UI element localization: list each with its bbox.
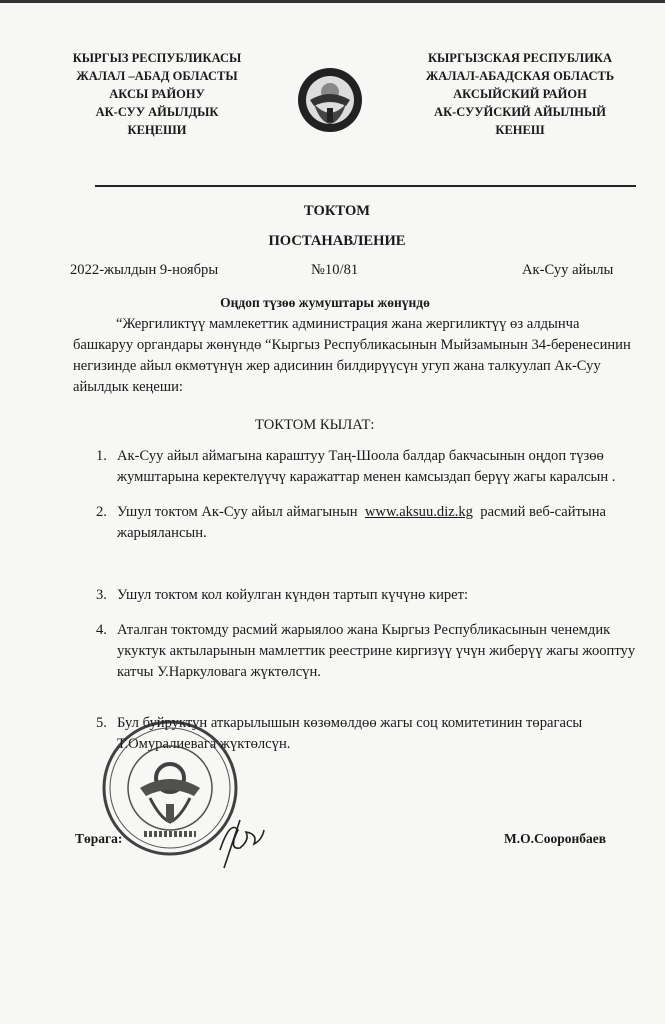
doc-title-ru: ПОСТАНАВЛЕНИЕ: [268, 233, 406, 249]
header-left-line: АКСЫ РАЙОНУ: [109, 87, 205, 101]
item-line: Ушул токтом кол койулган күндөн тартып күчүнө кирет:: [117, 587, 469, 603]
item-line: жарыялансын.: [117, 525, 207, 541]
item-number: 4.: [96, 622, 107, 638]
item-line: укуктук актыларынын мамлеттик реестрине киргизүү үчүн жиберүү жагы жооптуу: [117, 643, 636, 659]
item-number: 5.: [96, 715, 107, 731]
doc-date: 2022-жылдын 9-ноябры: [70, 262, 219, 278]
item-number: 3.: [96, 587, 107, 603]
preamble-line: негизинде айыл өкмөтүнүн жер адисинин билдирүүсүн угуп жана талкуулап Ак-Суу: [73, 358, 601, 374]
header-left-line: КЕҢЕШИ: [127, 123, 187, 137]
header-right-line: АКСЫЙСКИЙ РАЙОН: [453, 87, 587, 101]
doc-title-kg: ТОКТОМ: [303, 203, 371, 219]
item-line: [117, 504, 606, 521]
preamble-line: айылдык кеңеши:: [73, 379, 183, 395]
item-text: расмий веб-сайтына: [472, 504, 607, 520]
preamble-line: башкаруу органдары жөнүндө “Кыргыз Республикасынын Мыйзамынын 34-беренесинин: [73, 337, 631, 353]
item-line: жумштарына керектелүүчү каражаттар менен камсыздап берүү жагы каралсын .: [117, 469, 616, 485]
scan-edge: [0, 0, 665, 3]
header-left-line: ЖАЛАЛ –АБАД ОБЛАСТЫ: [76, 69, 238, 83]
website-link[interactable]: www.aksuu.diz.kg: [364, 504, 473, 520]
header-right-line: АК-СУУЙСКИЙ АЙЫЛНЫЙ: [434, 105, 606, 119]
item-text: Ушул токтом Ак-Суу айыл аймагынын: [117, 504, 365, 520]
item-number: 1.: [96, 448, 107, 464]
header-left-line: АК-СУУ АЙЫЛДЫК: [95, 105, 219, 119]
header-right-line: КЕНЕШ: [495, 123, 545, 137]
item-line: Т.Омуралиевага жүктөлсүн.: [117, 736, 291, 752]
item-line: Бул буйруктун аткарылышын көзөмөлдөө жагы соц комитетинин төрагасы: [117, 715, 583, 731]
doc-place: Ак-Суу айылы: [522, 262, 614, 278]
header-right-line: КЫРГЫЗСКАЯ РЕСПУБЛИКА: [427, 51, 613, 65]
header-divider: [95, 185, 636, 187]
doc-subject: Оңдоп түзөө жумуштары жөнүндө: [220, 295, 430, 310]
signature-role: Төрага:: [75, 831, 123, 846]
header-right: [400, 49, 640, 139]
state-emblem-icon: [296, 66, 364, 134]
item-line: катчы У.Наркуловага жүктөлсүн.: [117, 664, 321, 680]
doc-number: №10/81: [311, 262, 359, 278]
header-left-line: КЫРГЫЗ РЕСПУБЛИКАСЫ: [72, 51, 242, 65]
preamble-line: “Жергиликтүү мамлекеттик администрация жана жергиликтүү өз алдынча: [116, 316, 580, 332]
header-right-line: ЖАЛАЛ-АБАДСКАЯ ОБЛАСТЬ: [425, 69, 615, 83]
signature-icon: [210, 810, 270, 870]
item-line: Ак-Суу айыл аймагына караштуу Таң-Шоола балдар бакчасынын оңдоп түзөө: [117, 448, 604, 464]
signatory-name: М.О.Сооронбаев: [504, 831, 607, 846]
header-left: [37, 49, 277, 139]
item-number: 2.: [96, 504, 107, 520]
item-line: Аталган токтомду расмий жарыялоо жана Кыргыз Республикасынын ченемдик: [117, 622, 611, 638]
resolves-heading: ТОКТОМ КЫЛАТ:: [255, 417, 375, 433]
